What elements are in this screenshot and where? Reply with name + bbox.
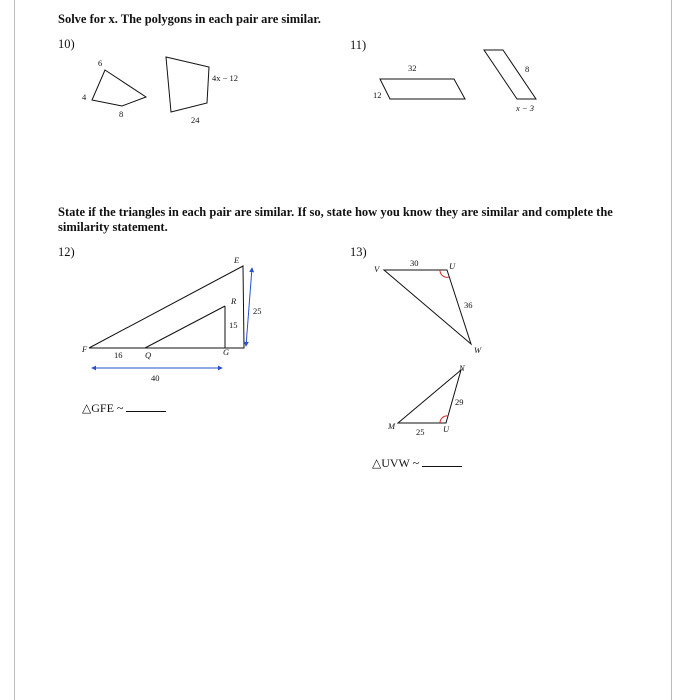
problem-11-right-parallelogram <box>484 50 536 99</box>
problem-10-right-polygon <box>166 57 209 112</box>
p12-length-40: 40 <box>151 373 160 383</box>
p13-length-36: 36 <box>464 300 473 310</box>
p11-label-32: 32 <box>408 63 417 73</box>
problem-11-left-parallelogram <box>380 79 465 99</box>
p12-vertex-F: F <box>82 344 88 354</box>
p13-vertex-W: W <box>474 345 482 355</box>
p13-length-30: 30 <box>410 258 419 268</box>
p13-vertex-U2: U <box>443 424 450 434</box>
problem-13-number: 13) <box>350 245 367 259</box>
p10-label-4x-12: 4x − 12 <box>212 73 239 83</box>
problem-13-statement-text: △UVW ~ <box>372 456 420 470</box>
problem-13-triangle-mnu <box>398 370 461 423</box>
problem-10-number: 10) <box>58 37 75 51</box>
problem-10-left-polygon <box>92 70 146 106</box>
p13-length-29: 29 <box>455 397 464 407</box>
p12-vertex-G: G <box>223 347 230 357</box>
problem-12-statement-text: △GFE ~ <box>82 401 124 415</box>
section2-instruction: State if the triangles in each pair are similar. If so, state how you know they are similar and complete the similarity statement. <box>58 205 613 234</box>
p10-label-4: 4 <box>82 92 87 102</box>
problem-12-number: 12) <box>58 245 75 259</box>
p12-length-15: 15 <box>229 320 238 330</box>
p12-vertex-E: E <box>234 255 240 265</box>
section1-instruction: Solve for x. The polygons in each pair are similar. <box>58 12 321 26</box>
p10-label-24: 24 <box>191 115 200 125</box>
p12-vertex-Q: Q <box>145 350 152 360</box>
p10-label-6: 6 <box>98 58 103 68</box>
problem-12-arrow-vertical <box>246 268 252 346</box>
p13-vertex-N: N <box>459 363 465 373</box>
p13-vertex-U: U <box>449 261 456 271</box>
p13-vertex-M: M <box>388 421 396 431</box>
p12-length-25: 25 <box>253 306 262 316</box>
problem-11-number: 11) <box>350 38 367 52</box>
p11-label-12: 12 <box>373 90 382 100</box>
p11-label-x-3: x − 3 <box>516 103 535 113</box>
p13-length-25: 25 <box>416 427 425 437</box>
p12-length-16: 16 <box>114 350 123 360</box>
p10-label-8: 8 <box>119 109 124 119</box>
p13-vertex-V: V <box>374 264 380 274</box>
p12-vertex-R: R <box>231 296 237 306</box>
problem-12-large-triangle <box>89 266 244 348</box>
p11-label-8: 8 <box>525 64 530 74</box>
problem-13-triangle-uvw <box>384 270 471 344</box>
